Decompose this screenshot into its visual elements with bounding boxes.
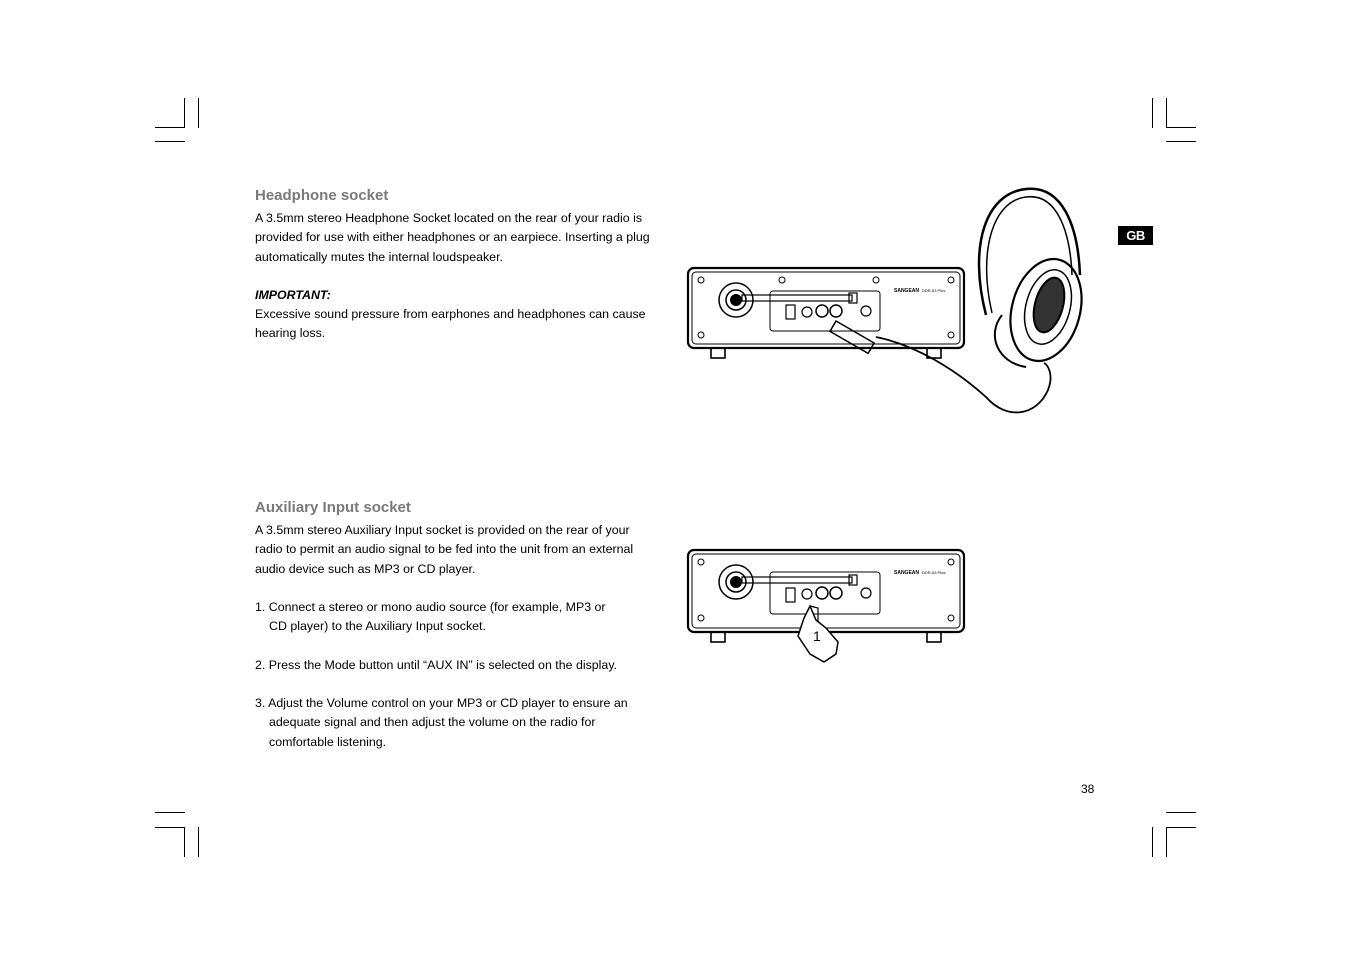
crop-mark-top-right-v2	[1152, 98, 1153, 128]
important-label: IMPORTANT:	[255, 288, 331, 302]
step-2	[255, 656, 617, 675]
device-model-label: DDR-63 Plus	[922, 288, 946, 293]
auxiliary-line-2: radio to permit an audio signal to be fed into the unit from an external	[255, 542, 634, 557]
crop-mark-bottom-left-v2	[198, 827, 199, 857]
crop-mark-bottom-left-v1	[184, 827, 185, 857]
step-1-line-1: 1. Connect a stereo or mono audio source (for example, MP3 or	[255, 600, 606, 614]
crop-mark-top-left-v2	[198, 98, 199, 128]
warning-text	[255, 305, 646, 344]
crop-mark-top-right-v1	[1166, 98, 1167, 128]
language-tab: GB	[1118, 226, 1153, 245]
crop-mark-bottom-left-h2	[155, 812, 185, 813]
auxiliary-line-3: audio device such as MP3 or CD player.	[255, 561, 476, 576]
crop-mark-bottom-right-v1	[1166, 827, 1167, 857]
step-2-line-1: 2. Press the Mode button until “AUX IN” is selected on the display.	[255, 658, 618, 672]
aux-input-illustration	[686, 548, 966, 668]
device-brand-label: SANGEAN	[894, 288, 920, 294]
auxiliary-line-1: A 3.5mm stereo Auxiliary Input socket is provided on the rear of your	[255, 523, 630, 537]
crop-mark-top-left-h	[155, 127, 185, 128]
crop-mark-top-left-h2	[155, 141, 185, 142]
crop-mark-top-right-h2	[1166, 141, 1196, 142]
step-3	[255, 694, 628, 752]
auxiliary-heading: Auxiliary Input socket	[255, 499, 411, 516]
warning-line-2: hearing loss.	[255, 326, 326, 341]
crop-mark-top-right-h	[1166, 127, 1196, 128]
step-1-line-2: CD player) to the Auxiliary Input socket.	[269, 619, 486, 634]
auxiliary-description	[255, 521, 633, 579]
crop-mark-bottom-right-v2	[1152, 827, 1153, 857]
headphone-description	[255, 209, 650, 267]
device-model-label-2: DDR-63 Plus	[922, 570, 946, 575]
headphone-line-2: provided for use with either headphones or an earpiece. Inserting a plug	[255, 230, 650, 245]
crop-mark-bottom-left-h	[155, 827, 185, 828]
headphone-line-3: automatically mutes the internal loudspeaker.	[255, 249, 503, 264]
callout-number: 1	[813, 628, 821, 644]
headphone-heading: Headphone socket	[255, 187, 389, 204]
device-brand-label-2: SANGEAN	[894, 570, 920, 576]
headphone-connection-illustration	[686, 185, 1086, 425]
crop-mark-top-left-v1	[184, 98, 185, 128]
headphone-line-1: A 3.5mm stereo Headphone Socket located on the rear of your radio is	[255, 211, 643, 225]
step-3-line-3: comfortable listening.	[269, 734, 387, 749]
step-3-line-2: adequate signal and then adjust the volume on the radio for	[269, 715, 596, 730]
page-number: 38	[1081, 782, 1095, 796]
step-1	[255, 598, 606, 637]
crop-mark-bottom-right-h	[1166, 827, 1196, 828]
step-3-line-1: 3. Adjust the Volume control on your MP3 or CD player to ensure an	[255, 696, 628, 710]
crop-mark-bottom-right-h2	[1166, 812, 1196, 813]
warning-line-1: Excessive sound pressure from earphones and headphones can cause	[255, 307, 646, 321]
